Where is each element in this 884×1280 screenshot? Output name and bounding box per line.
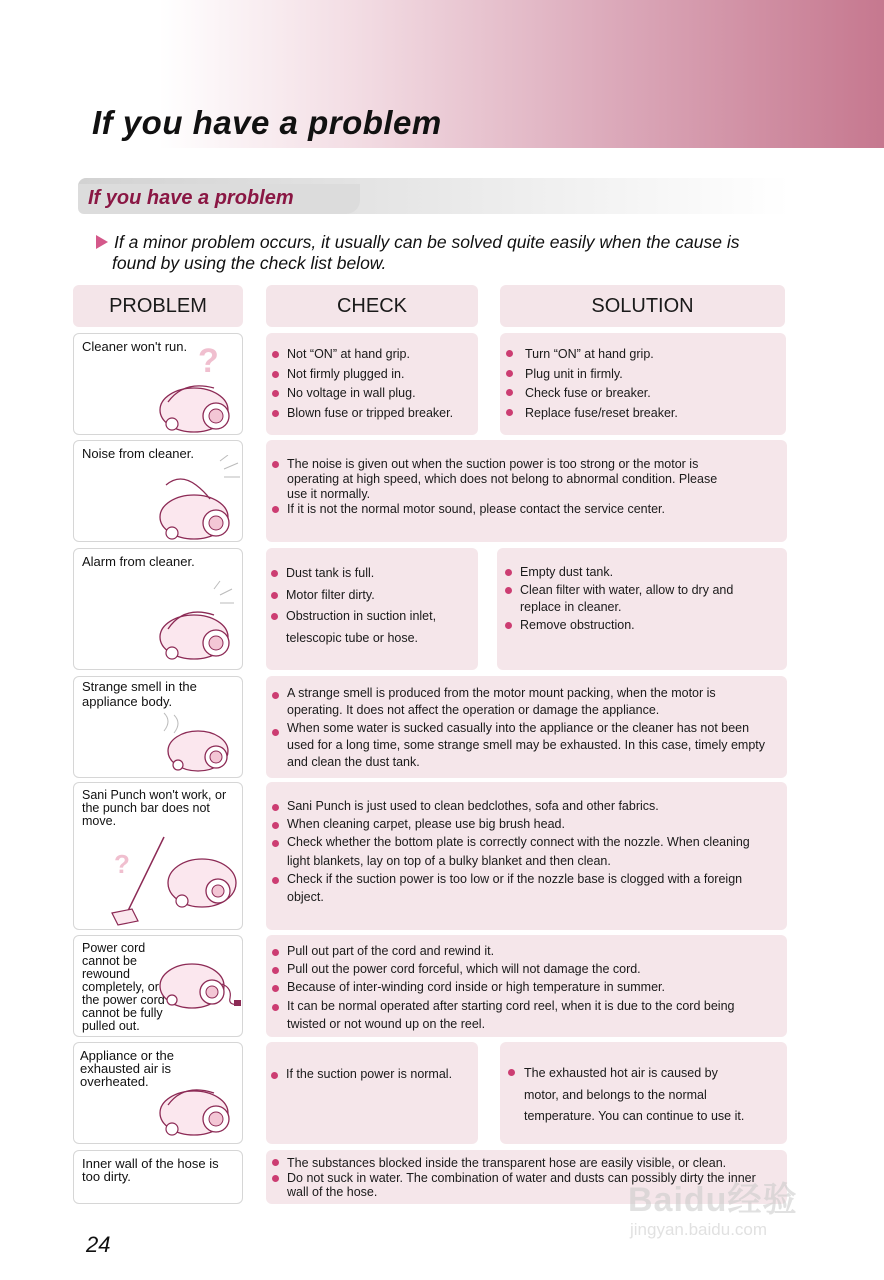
- page-title: If you have a problem: [92, 104, 442, 141]
- bullet-icon: [272, 410, 279, 417]
- svg-text:?: ?: [114, 849, 130, 879]
- problem-cell-4: [73, 676, 243, 778]
- list-item: Clean filter with water, allow to dry and replace in cleaner.: [502, 582, 762, 617]
- bullet-icon: [506, 350, 513, 357]
- bullet-icon: [271, 592, 278, 599]
- list-item: If it is not the normal motor sound, please contact the service center.: [269, 502, 739, 517]
- problem-text: Power cord cannot be rewound completely, or the power cord cannot be fully pulled out.: [82, 941, 165, 1033]
- problem-cell-2: [73, 440, 243, 542]
- list-item: Check fuse or breaker.: [503, 384, 678, 404]
- list-item: Plug unit in firmly.: [503, 365, 678, 385]
- section-title: If you have a problem: [88, 187, 294, 209]
- list-item: Check whether the bottom plate is correctly connect with the nozzle. When cleaning light blankets, lay on top of a bulky blanket and then clean.: [269, 833, 769, 869]
- header-check: CHECK: [266, 285, 478, 327]
- list-item: Pull out the power cord forceful, which will not damage the cord.: [269, 960, 769, 978]
- arrow-bullet-icon: [96, 235, 108, 249]
- bullet-icon: [272, 1175, 279, 1182]
- solution-list: [502, 564, 762, 634]
- combined-list: [269, 457, 739, 517]
- bullet-icon: [505, 587, 512, 594]
- intro-text: [96, 232, 856, 274]
- check-cell-1: [266, 333, 478, 435]
- bullet-icon: [271, 570, 278, 577]
- list-item: It can be normal operated after starting cord reel, when it is due to the cord being twisted or not wound up on the reel.: [269, 997, 769, 1033]
- bullet-icon: [272, 1004, 279, 1011]
- list-item: Blown fuse or tripped breaker.: [269, 404, 453, 424]
- problem-text: Appliance or the exhausted air is overheated.: [80, 1048, 174, 1089]
- header-solution: SOLUTION: [500, 285, 785, 327]
- combined-list: [269, 942, 769, 1033]
- solution-cell-1: [500, 333, 786, 435]
- problem-cell-6: [73, 935, 243, 1037]
- solution-list: [503, 345, 678, 423]
- bullet-icon: [506, 389, 513, 396]
- check-cell-7: [266, 1042, 478, 1144]
- bullet-icon: [272, 877, 279, 884]
- list-item: Check if the suction power is too low or if the nozzle base is clogged with a foreign object.: [269, 870, 769, 906]
- vacuum-noise-illustration-icon: [154, 455, 242, 542]
- vacuum-alarm-illustration-icon: [154, 579, 242, 669]
- bullet-icon: [272, 729, 279, 736]
- list-item: If the suction power is normal.: [268, 1067, 468, 1082]
- bullet-icon: [272, 967, 279, 974]
- list-item: The substances blocked inside the transparent hose are easily visible, or clean.: [269, 1156, 769, 1171]
- bullet-icon: [505, 622, 512, 629]
- bullet-icon: [272, 822, 279, 829]
- bullet-icon: [505, 569, 512, 576]
- problem-text: Inner wall of the hose is too dirty.: [82, 1156, 219, 1184]
- problem-text: Alarm from cleaner.: [82, 554, 195, 569]
- combined-cell-2: [266, 440, 787, 542]
- watermark-logo: Baidu经验: [628, 1181, 798, 1219]
- list-item: Turn “ON” at hand grip.: [503, 345, 678, 365]
- bullet-icon: [272, 461, 279, 468]
- bullet-icon: [272, 1159, 279, 1166]
- list-item: No voltage in wall plug.: [269, 384, 453, 404]
- bullet-icon: [506, 409, 513, 416]
- bullet-icon: [272, 949, 279, 956]
- check-list: [268, 563, 458, 649]
- check-list: [269, 345, 453, 423]
- svg-text:?: ?: [198, 342, 219, 380]
- vacuum-cord-illustration-icon: [156, 948, 242, 1024]
- list-item: Because of inter-winding cord inside or high temperature in summer.: [269, 978, 769, 996]
- list-item: Motor filter dirty.: [268, 585, 458, 607]
- bullet-icon: [272, 351, 279, 358]
- header-problem: PROBLEM: [73, 285, 243, 327]
- check-list: [268, 1067, 468, 1082]
- sani-punch-illustration-icon: [102, 831, 242, 927]
- problem-cell-5: [73, 782, 243, 930]
- list-item: Not “ON” at hand grip.: [269, 345, 453, 365]
- vacuum-overheat-illustration-icon: [154, 1071, 242, 1143]
- vacuum-smell-illustration-icon: [158, 711, 238, 777]
- problem-cell-7: [73, 1042, 243, 1144]
- intro-line-1: If a minor problem occurs, it usually can be solved quite easily when the cause is: [114, 232, 740, 252]
- problem-text: Strange smell in the appliance body.: [82, 679, 197, 709]
- bullet-icon: [272, 985, 279, 992]
- bullet-icon: [506, 370, 513, 377]
- bullet-icon: [271, 1072, 278, 1079]
- bullet-icon: [272, 692, 279, 699]
- combined-list: [269, 685, 769, 771]
- problem-text: Sani Punch won't work, or the punch bar does not move.: [82, 788, 227, 828]
- list-item: Obstruction in suction inlet, telescopic tube or hose.: [268, 606, 458, 649]
- intro-line-2: found by using the check list below.: [112, 253, 387, 273]
- combined-list: [269, 797, 769, 906]
- list-item: Replace fuse/reset breaker.: [503, 404, 678, 424]
- list-item: Do not suck in water. The combination of water and dusts can possibly dirty the inner wall of the hose.: [269, 1171, 769, 1200]
- problem-text: Noise from cleaner.: [82, 446, 194, 461]
- combined-cell-6: [266, 935, 787, 1037]
- watermark-url: jingyan.baidu.com: [630, 1220, 768, 1239]
- problem-text: Cleaner won't run.: [82, 339, 188, 354]
- problem-cell-1: [73, 333, 243, 435]
- combined-cell-4: [266, 676, 787, 778]
- bullet-icon: [271, 613, 278, 620]
- bullet-icon: [508, 1069, 515, 1076]
- check-cell-3: [266, 548, 478, 670]
- problem-cell-8: [73, 1150, 243, 1204]
- watermark: [628, 1172, 838, 1252]
- list-item: The exhausted hot air is caused by motor, and belongs to the normal temperature. You can continue to use it.: [505, 1063, 755, 1128]
- list-item: A strange smell is produced from the motor mount packing, when the motor is operating. It does not affect the operation or damage the appliance.: [269, 685, 769, 720]
- bullet-icon: [272, 371, 279, 378]
- list-item: When cleaning carpet, please use big brush head.: [269, 815, 769, 833]
- list-item: Sani Punch is just used to clean bedclothes, sofa and other fabrics.: [269, 797, 769, 815]
- bullet-icon: [272, 840, 279, 847]
- list-item: Remove obstruction.: [502, 617, 762, 635]
- list-item: Not firmly plugged in.: [269, 365, 453, 385]
- solution-cell-3: [497, 548, 787, 670]
- combined-cell-5: [266, 782, 787, 930]
- list-item: Pull out part of the cord and rewind it.: [269, 942, 769, 960]
- bullet-icon: [272, 390, 279, 397]
- bullet-icon: [272, 804, 279, 811]
- list-item: When some water is sucked casually into the appliance or the cleaner has not been used for a long time, some strange smell may be exhausted. In this case, timely empty and clean the dust tank.: [269, 720, 769, 772]
- solution-list: [505, 1063, 755, 1128]
- solution-cell-7: [500, 1042, 787, 1144]
- bullet-icon: [272, 506, 279, 513]
- vacuum-question-illustration-icon: [154, 340, 240, 435]
- page-number: 24: [86, 1232, 111, 1257]
- list-item: Empty dust tank.: [502, 564, 762, 582]
- list-item: The noise is given out when the suction power is too strong or the motor is operating at high speed, which does not belong to abnormal condition. Please use it normally.: [269, 457, 739, 502]
- list-item: Dust tank is full.: [268, 563, 458, 585]
- problem-cell-3: [73, 548, 243, 670]
